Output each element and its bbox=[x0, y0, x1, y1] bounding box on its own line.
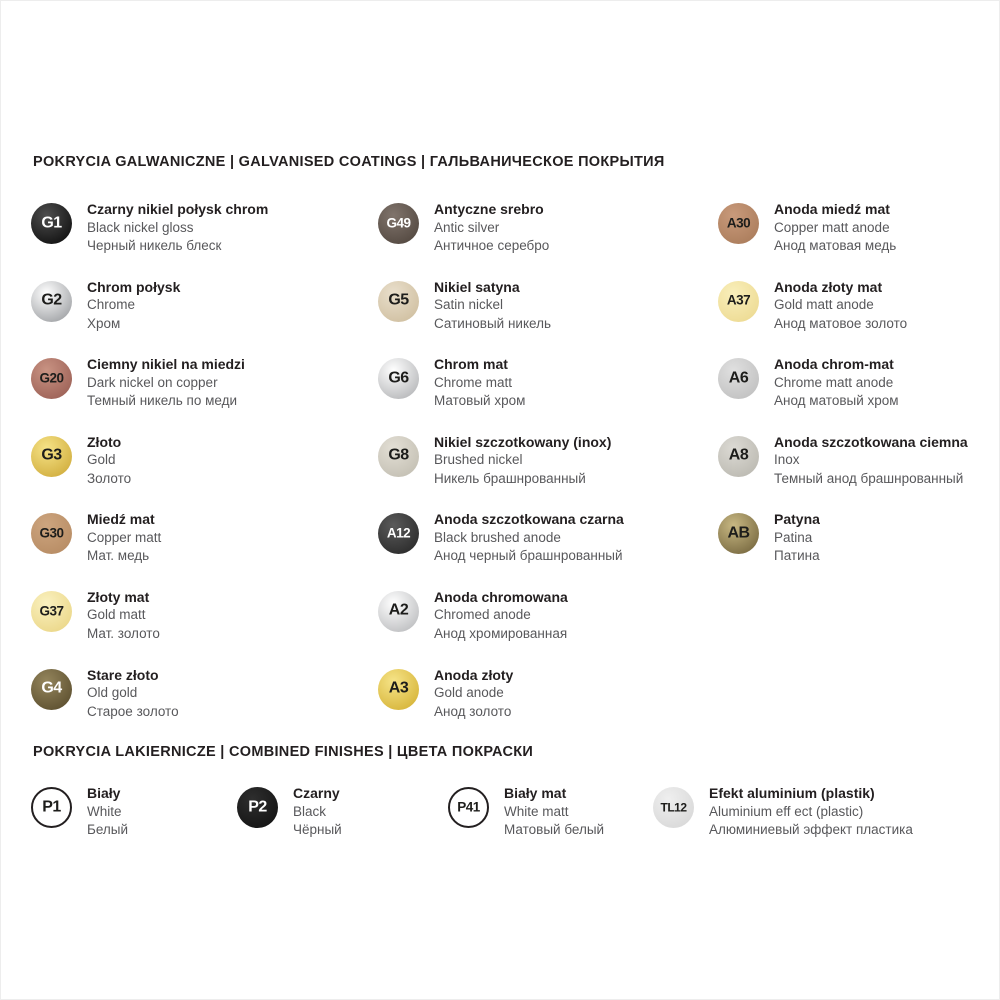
finish-code: G2 bbox=[41, 291, 62, 309]
finish-subtitle-en: Chromed anode bbox=[434, 607, 531, 623]
finish-item bbox=[378, 666, 718, 744]
finish-item bbox=[718, 200, 968, 278]
finish-subtitle-en: Black bbox=[293, 803, 327, 819]
finish-subtitle-en: Copper matt bbox=[87, 529, 162, 545]
finish-title-pl: Chrom połysk bbox=[87, 278, 181, 295]
finish-title-pl: Anoda chromowana bbox=[434, 588, 568, 605]
finish-title-pl: Efekt aluminium (plastik) bbox=[709, 785, 875, 801]
finish-labels bbox=[709, 784, 913, 840]
finish-code: G5 bbox=[388, 291, 409, 309]
finish-item bbox=[653, 784, 913, 862]
finish-subtitle-en: Antic silver bbox=[434, 219, 500, 235]
finish-item bbox=[718, 510, 968, 588]
finish-subtitle-ru: Мат. золото bbox=[87, 625, 160, 641]
finish-subtitle-en: Black nickel gloss bbox=[87, 219, 194, 235]
finish-code: A2 bbox=[388, 601, 409, 619]
finish-code: P41 bbox=[457, 799, 480, 815]
finish-labels bbox=[434, 510, 624, 566]
finish-subtitle-ru: Матовый белый bbox=[504, 822, 605, 837]
finish-subtitle-en: White matt bbox=[504, 803, 569, 819]
finish-labels bbox=[434, 355, 525, 411]
finish-labels bbox=[774, 200, 896, 256]
finish-color-swatch bbox=[31, 669, 72, 710]
finish-color-swatch bbox=[31, 591, 72, 632]
finish-subtitle-ru: Анод черный брашнрованный bbox=[434, 548, 623, 564]
finish-subtitle-en: Black brushed anode bbox=[434, 529, 561, 545]
galvanised-section-header: POKRYCIA GALWANICZNE | GALVANISED COATINGS | ГАЛЬВАНИЧЕСКОЕ ПОКРЫТИЯ bbox=[33, 154, 665, 170]
finish-color-swatch bbox=[237, 787, 278, 828]
finish-subtitle-ru: Анод матовая медь bbox=[774, 238, 897, 253]
finish-title-pl: Czarny bbox=[293, 785, 340, 801]
finish-code: A6 bbox=[728, 369, 749, 387]
finish-subtitle-ru: Белый bbox=[87, 822, 129, 837]
finish-subtitle-ru: Темный анод брашнрованный bbox=[774, 470, 964, 486]
finish-subtitle-ru: Анод матовый хром bbox=[774, 393, 899, 409]
finish-color-swatch bbox=[378, 436, 419, 477]
finish-code: G20 bbox=[39, 370, 64, 386]
finish-color-swatch bbox=[31, 358, 72, 399]
finish-labels bbox=[774, 355, 899, 411]
finish-color-swatch bbox=[378, 513, 419, 554]
galvanised-grid bbox=[31, 200, 968, 743]
finish-code: G3 bbox=[41, 446, 62, 464]
finish-item bbox=[237, 784, 448, 862]
finish-subtitle-en: Old gold bbox=[87, 685, 138, 701]
finish-item bbox=[31, 355, 378, 433]
finish-code: A12 bbox=[386, 525, 411, 541]
finish-color-swatch bbox=[718, 281, 759, 322]
combined-row bbox=[31, 784, 913, 862]
finish-subtitle-ru: Старое золото bbox=[87, 703, 179, 719]
finish-subtitle-ru: Никель брашнрованный bbox=[434, 470, 586, 486]
finish-color-swatch bbox=[718, 513, 759, 554]
finish-code: G49 bbox=[386, 215, 411, 231]
finish-color-swatch bbox=[378, 281, 419, 322]
finish-color-swatch bbox=[718, 358, 759, 399]
combined-section-header: POKRYCIA LAKIERNICZE | COMBINED FINISHES | ЦВЕТА ПОКРАСКИ bbox=[33, 744, 534, 760]
finish-labels bbox=[87, 200, 268, 256]
finish-labels bbox=[87, 666, 179, 722]
finish-title-pl: Antyczne srebro bbox=[434, 201, 544, 217]
finish-color-swatch bbox=[718, 203, 759, 244]
finish-color-swatch bbox=[653, 787, 694, 828]
finish-code: G6 bbox=[388, 369, 409, 387]
finish-title-pl: Złoty mat bbox=[87, 588, 150, 605]
finish-subtitle-en: Gold matt bbox=[87, 607, 146, 623]
finish-item bbox=[718, 355, 968, 433]
finish-subtitle-en: Chrome matt anode bbox=[774, 374, 894, 390]
finish-code: AB bbox=[727, 524, 750, 542]
finish-item bbox=[31, 278, 378, 356]
finish-item bbox=[31, 510, 378, 588]
finish-labels bbox=[504, 784, 604, 840]
finish-subtitle-en: White bbox=[87, 803, 122, 819]
finish-item bbox=[718, 278, 968, 356]
finish-code: G4 bbox=[41, 679, 62, 697]
finish-item bbox=[31, 666, 378, 744]
finish-color-swatch bbox=[378, 669, 419, 710]
finish-title-pl: Anoda szczotkowana ciemna bbox=[774, 433, 968, 450]
finish-subtitle-ru: Анод золото bbox=[434, 703, 512, 719]
finish-color-swatch bbox=[378, 591, 419, 632]
finish-title-pl: Biały mat bbox=[504, 785, 567, 801]
finish-title-pl: Anoda chrom-mat bbox=[774, 356, 894, 373]
finish-subtitle-en: Aluminium eff ect (plastic) bbox=[709, 803, 864, 819]
finish-labels bbox=[434, 433, 611, 489]
finish-code: P1 bbox=[42, 798, 61, 815]
finish-subtitle-ru: Матовый хром bbox=[434, 393, 526, 409]
finish-item bbox=[31, 433, 378, 511]
finish-title-pl: Miedź mat bbox=[87, 511, 155, 528]
finish-code: G30 bbox=[39, 525, 64, 541]
finish-subtitle-en: Gold bbox=[87, 452, 116, 468]
finish-labels bbox=[434, 666, 513, 722]
finish-subtitle-ru: Хром bbox=[87, 315, 121, 331]
finish-subtitle-ru: Темный никель по меди bbox=[87, 393, 237, 409]
finish-color-swatch bbox=[31, 436, 72, 477]
finish-title-pl: Stare złoto bbox=[87, 666, 159, 683]
finish-subtitle-ru: Алюминиевый эффект пластика bbox=[709, 822, 913, 837]
finish-color-swatch bbox=[718, 436, 759, 477]
finish-title-pl: Nikiel satyna bbox=[434, 278, 520, 295]
finish-subtitle-ru: Анод хромированная bbox=[434, 625, 568, 641]
finish-title-pl: Ciemny nikiel na miedzi bbox=[87, 356, 245, 373]
finish-color-swatch bbox=[378, 203, 419, 244]
finish-subtitle-en: Dark nickel on copper bbox=[87, 374, 218, 390]
finish-subtitle-en: Satin nickel bbox=[434, 297, 504, 313]
finish-item bbox=[718, 433, 968, 511]
finish-subtitle-ru: Мат. медь bbox=[87, 548, 150, 564]
finish-code: A30 bbox=[726, 215, 751, 231]
finish-subtitle-ru: Патина bbox=[774, 548, 820, 564]
finish-subtitle-en: Chrome matt bbox=[434, 374, 513, 390]
finish-subtitle-en: Gold anode bbox=[434, 685, 504, 701]
finish-code: TL12 bbox=[660, 800, 687, 814]
finish-labels bbox=[87, 278, 180, 334]
finish-subtitle-en: Inox bbox=[774, 452, 800, 468]
finish-color-swatch bbox=[31, 281, 72, 322]
finish-item bbox=[378, 200, 718, 278]
finish-title-pl: Anoda złoty mat bbox=[774, 278, 883, 295]
finish-color-swatch bbox=[31, 203, 72, 244]
finish-code: A37 bbox=[726, 292, 751, 308]
finish-subtitle-ru: Античное серебро bbox=[434, 238, 550, 253]
finish-labels bbox=[87, 433, 131, 489]
finish-subtitle-en: Gold matt anode bbox=[774, 297, 874, 313]
finish-color-swatch bbox=[448, 787, 489, 828]
finish-labels bbox=[87, 588, 160, 644]
finish-labels bbox=[434, 588, 568, 644]
galvanised-column-3 bbox=[718, 200, 968, 743]
finish-title-pl: Biały bbox=[87, 785, 121, 801]
galvanised-column-2 bbox=[378, 200, 718, 743]
finish-labels bbox=[774, 510, 820, 566]
finish-item bbox=[31, 588, 378, 666]
finish-color-swatch bbox=[31, 513, 72, 554]
finish-item bbox=[378, 433, 718, 511]
finish-title-pl: Anoda miedź mat bbox=[774, 201, 890, 217]
finish-labels bbox=[87, 355, 245, 411]
finish-labels bbox=[774, 278, 907, 334]
finish-item bbox=[31, 784, 237, 862]
finish-title-pl: Złoto bbox=[87, 433, 122, 450]
finish-code: G1 bbox=[41, 214, 62, 231]
finish-title-pl: Anoda szczotkowana czarna bbox=[434, 511, 624, 528]
finish-subtitle-ru: Анод матовое золото bbox=[774, 315, 908, 331]
finish-subtitle-ru: Чёрный bbox=[293, 822, 342, 837]
finish-labels bbox=[434, 200, 549, 256]
finish-color-swatch bbox=[31, 787, 72, 828]
finish-item bbox=[378, 278, 718, 356]
finish-subtitle-ru: Золото bbox=[87, 470, 132, 486]
galvanised-column-1 bbox=[31, 200, 378, 743]
finish-code: G8 bbox=[388, 446, 409, 464]
finish-code: G37 bbox=[39, 603, 64, 619]
finish-title-pl: Chrom mat bbox=[434, 356, 508, 373]
finish-title-pl: Nikiel szczotkowany (inox) bbox=[434, 433, 612, 450]
finish-subtitle-ru: Черный никель блеск bbox=[87, 238, 222, 253]
finish-subtitle-en: Brushed nickel bbox=[434, 452, 523, 468]
finish-item bbox=[378, 355, 718, 433]
finish-labels bbox=[87, 784, 128, 840]
finish-item bbox=[31, 200, 378, 278]
finish-title-pl: Czarny nikiel połysk chrom bbox=[87, 201, 269, 217]
finish-subtitle-en: Copper matt anode bbox=[774, 219, 890, 235]
finish-code: P2 bbox=[248, 798, 267, 815]
finish-subtitle-en: Patina bbox=[774, 529, 813, 545]
finish-labels bbox=[434, 278, 551, 334]
finish-subtitle-ru: Сатиновый никель bbox=[434, 315, 551, 331]
finish-labels bbox=[774, 433, 968, 489]
finish-item bbox=[448, 784, 653, 862]
finish-title-pl: Anoda złoty bbox=[434, 666, 514, 683]
finish-color-swatch bbox=[378, 358, 419, 399]
finish-item bbox=[378, 510, 718, 588]
finish-item bbox=[378, 588, 718, 666]
finish-subtitle-en: Chrome bbox=[87, 297, 136, 313]
finish-labels bbox=[293, 784, 342, 840]
finish-title-pl: Patyna bbox=[774, 511, 820, 528]
finish-labels bbox=[87, 510, 161, 566]
finish-code: A8 bbox=[728, 446, 749, 464]
finish-code: A3 bbox=[388, 679, 409, 697]
